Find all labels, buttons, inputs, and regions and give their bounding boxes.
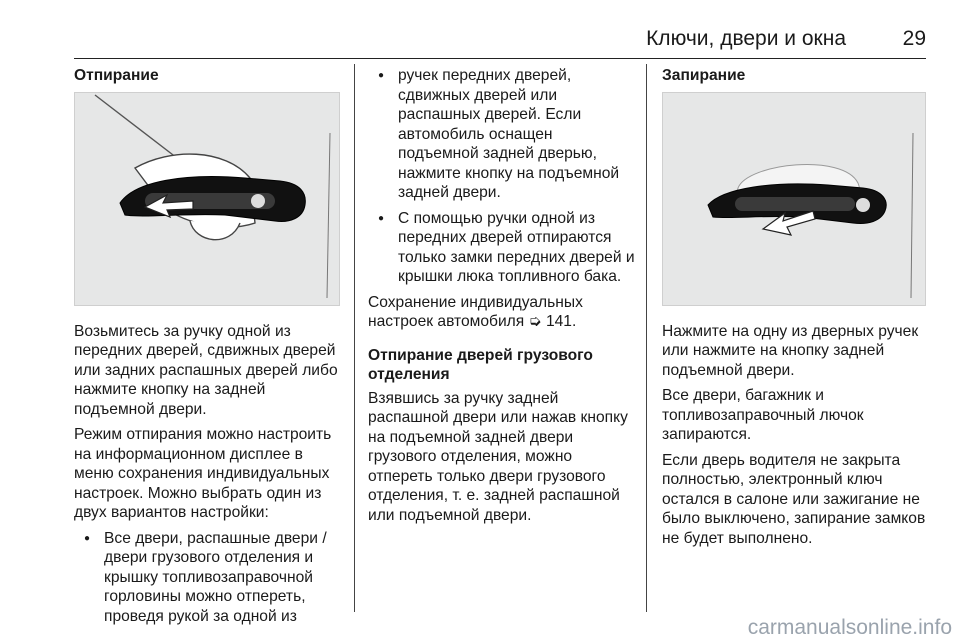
page-number: 29 [902, 27, 926, 50]
heading-cargo-unlock: Отпирание дверей грузового отделения [368, 346, 593, 383]
left-column [74, 66, 342, 626]
page-header [74, 27, 926, 61]
paragraph-settings-reference: Сохранение индивидуальных настроек автомобиля ➭ 141. [368, 293, 583, 330]
column-divider [354, 64, 355, 612]
list-item: ● Все двери, распашные двери / двери грузового отделения и крышку топливозаправочной горловины можно отпереть, проведя рукой за одной из [74, 529, 342, 627]
door-handle-lock-illustration [662, 92, 926, 306]
middle-column [368, 66, 636, 531]
paragraph: Все двери, багажник и топливозаправочный лючок запираются. [662, 387, 864, 443]
paragraph: Если дверь водителя не закрыта полностью, электронный ключ остался в салоне или зажигание не было выключено, запирание замков не будет выполнено. [662, 451, 926, 547]
heading-unlocking: Отпирание [74, 67, 159, 84]
paragraph: Нажмите на одну из дверных ручек или нажмите на кнопку задней подъемной двери. [662, 322, 919, 379]
paragraph: Возьмитесь за ручку одной из передних дверей, сдвижных дверей или задних распашных дверей либо нажмите кнопку на задней подъемной двери. [74, 322, 338, 418]
heading-locking: Запирание [662, 67, 746, 84]
list-item-continued: ● ручек передних дверей, сдвижных дверей или распашных дверей. Если автомобиль оснащен подъемной задней дверью, нажмите кнопку на подъемной задней двери. [368, 66, 636, 203]
column-divider [646, 64, 647, 612]
door-handle-unlock-illustration [74, 92, 340, 306]
section-title: Ключи, двери и окна [646, 27, 846, 50]
list-item: ● С помощью ручки одной из передних дверей отпираются только замки передних дверей и крышки люка топливного бака. [368, 209, 636, 287]
right-column [662, 66, 928, 554]
paragraph: Взявшись за ручку задней распашной двери или нажав кнопку на подъемной задней двери грузового отделения, можно отпереть только двери грузового отделения, т. е. задней распашной или подъемной двери. [368, 389, 628, 524]
header-rule [74, 58, 926, 59]
watermark: carmanualsonline.info [747, 616, 952, 639]
paragraph: Режим отпирания можно настроить на информационном дисплее в меню сохранения индивидуальных настроек. Можно выбрать один из двух вариантов настройки: [74, 426, 332, 521]
